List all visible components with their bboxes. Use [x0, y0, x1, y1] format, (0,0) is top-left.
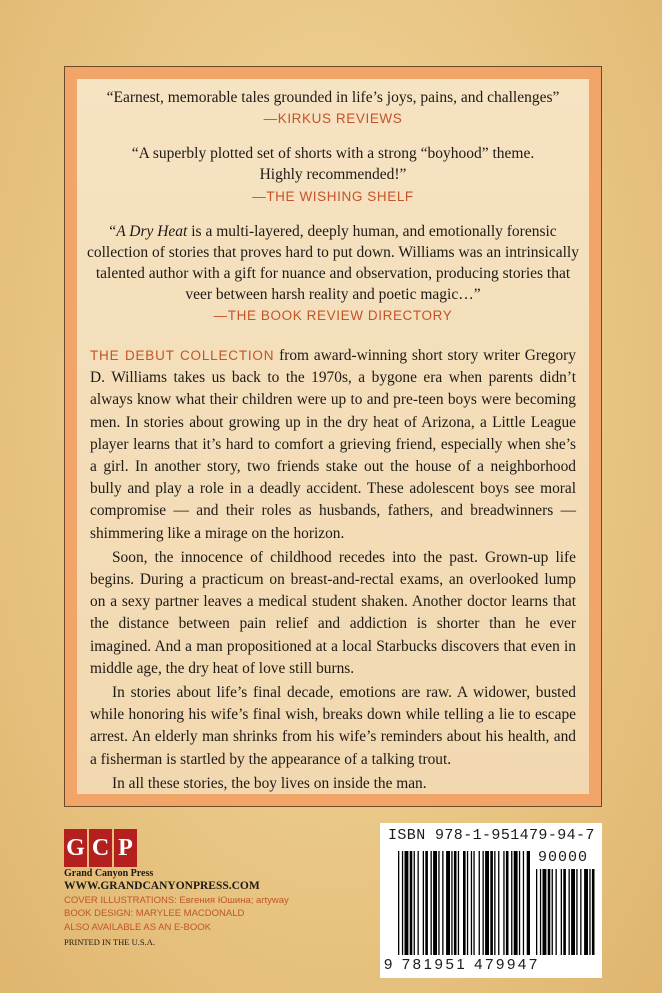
- barcode-stripe: [514, 851, 518, 955]
- description-paragraph-4: In all these stories, the boy lives on inside the man.: [112, 774, 427, 792]
- book-design-credit: BOOK DESIGN: MARYLEE MACDONALD: [64, 908, 245, 919]
- description-p1-text: from award-winning short story writer Gregory D. Williams takes us back to the 1970s, a bygone era when parents didn’t always know what their children were up to and pre-teen boys were becoming men. In stories about growing up in the dry heat of Arizona, a Little League player learns that it’s hard to comfort a grieving friend, especially when she’s a girl. In another story, two friends stake out the house of a neighborhood bully and play a role in a deadly accident. These adolescent boys see moral compromise — and their roles as husbands, fathers, and breadwinners — shimmering like a mirage on the horizon.: [90, 347, 576, 542]
- barcode-stripe: [511, 851, 512, 955]
- barcode-stripe: [503, 851, 504, 955]
- quote-source-kirkus: —KIRKUS REVIEWS: [263, 111, 403, 126]
- barcode-stripe: [589, 869, 590, 955]
- description-paragraph-1: [90, 345, 576, 545]
- logo-letter-c: C: [89, 829, 112, 867]
- barcode-stripe: [451, 851, 452, 955]
- description-lead: THE DEBUT COLLECTION: [90, 348, 275, 363]
- isbn-label: ISBN 978-1-951479-94-7: [388, 827, 595, 844]
- barcode-stripe: [483, 851, 484, 955]
- barcode-stripe: [494, 851, 495, 955]
- barcode-stripe: [569, 869, 570, 955]
- book-description: [90, 345, 576, 795]
- barcode-stripe: [540, 869, 541, 955]
- barcode-stripe: [580, 869, 581, 955]
- barcode-digits: 9 781951 479947: [384, 956, 540, 973]
- barcode-stripe: [479, 851, 480, 955]
- publisher-logo: [64, 829, 139, 867]
- quote-text: is a multi-layered, deeply human, and emotionally forensic collection of stories that proves hard to put down. Williams was an intrinsically talented author with a gift for nuance and observation, producing stories that veer between harsh reality and poetic magic…”: [87, 223, 579, 303]
- barcode-stripe: [454, 851, 457, 955]
- barcode-stripe: [527, 851, 530, 955]
- barcode-stripe: [425, 851, 428, 955]
- cover-illustrations-credit: COVER ILLUSTRATIONS: Евгения Юшина; artyway: [64, 894, 289, 906]
- barcode-stripe: [543, 869, 547, 955]
- barcode-stripe: [536, 869, 537, 955]
- barcode-stripe: [446, 851, 450, 955]
- publisher-name: Grand Canyon Press: [64, 868, 154, 879]
- barcode-stripe: [592, 869, 595, 955]
- barcode-stripe: [458, 851, 459, 955]
- barcode-stripe: [471, 851, 472, 955]
- barcode-stripe: [463, 851, 466, 955]
- barcode-stripe: [431, 851, 432, 955]
- barcode-stripe: [519, 851, 520, 955]
- credits: [64, 880, 289, 950]
- barcode-stripe: [576, 869, 577, 955]
- barcode-stripe: [548, 869, 551, 955]
- isbn-barcode: [380, 823, 602, 978]
- barcode-stripe: [442, 851, 443, 955]
- barcode-stripe: [433, 851, 437, 955]
- barcode-stripe: [552, 869, 553, 955]
- quote-source-wishing-shelf: —THE WISHING SHELF: [252, 189, 414, 204]
- publisher-url: WWW.GRANDCANYONPRESS.COM: [64, 880, 260, 892]
- quote-book-review-directory: [85, 221, 581, 305]
- barcode-stripe: [490, 851, 493, 955]
- barcode-stripe: [523, 851, 524, 955]
- logo-letter-g: G: [64, 829, 87, 867]
- barcode-stripe: [438, 851, 439, 955]
- quote-kirkus: “Earnest, memorable tales grounded in life’s joys, pains, and challenges”: [106, 89, 560, 106]
- barcode-stripe: [423, 851, 424, 955]
- open-quote: “: [109, 223, 117, 240]
- barcode-stripe: [498, 851, 499, 955]
- panel-inner: [77, 79, 589, 794]
- quote-source-book-review-directory: —THE BOOK REVIEW DIRECTORY: [213, 308, 453, 323]
- quote-wishing-shelf: “A superbly plotted set of shorts with a strong “boyhood” theme. Highly recommended!”: [131, 145, 535, 183]
- barcode-stripe: [402, 851, 403, 955]
- barcode-stripe: [563, 869, 566, 955]
- book-title-italic: A Dry Heat: [116, 223, 188, 240]
- description-paragraph-3: In stories about life’s final decade, emotions are raw. A widower, busted while honoring his wife’s final wish, breaks down while telling a lie to escape arrest. An elderly man shrinks from his wife’s reminders about his health, and a fisherman is startled by the appearance of a talking trout.: [90, 684, 576, 768]
- barcode-stripe: [410, 851, 413, 955]
- barcode-stripe: [473, 851, 474, 955]
- back-cover-panel: [64, 66, 602, 807]
- barcode-stripe: [506, 851, 509, 955]
- barcode-stripe: [398, 851, 399, 955]
- review-quotes: [77, 79, 589, 326]
- description-paragraph-2: Soon, the innocence of childhood recedes into the past. Grown-up life begins. During a practicum on breast-and-rectal exams, an overlooked lump on a sexy partner leaves a medical student shaken. Another doctor learns that the distance between pain relief and addiction is shorter than he ever imagined. And a man propositioned at a local Starbucks discovers that even in middle age, the dry heat of love still burns.: [90, 548, 576, 677]
- barcode-stripe: [485, 851, 489, 955]
- barcode-stripe: [561, 869, 562, 955]
- addon-code: 90000: [538, 849, 589, 866]
- barcode-stripe: [467, 851, 468, 955]
- ebook-note: ALSO AVAILABLE AS AN E-BOOK: [64, 921, 211, 933]
- barcode-stripe: [571, 869, 575, 955]
- barcode-stripe: [414, 851, 415, 955]
- logo-letter-p: P: [114, 829, 137, 867]
- barcode-stripe: [584, 869, 588, 955]
- addon-bars: [536, 869, 596, 955]
- barcode-stripe: [405, 851, 409, 955]
- barcode-stripe: [418, 851, 419, 955]
- barcode-stripe: [556, 869, 557, 955]
- barcode-bars: [398, 851, 530, 955]
- printed-in: PRINTED IN THE U.S.A.: [64, 937, 155, 947]
